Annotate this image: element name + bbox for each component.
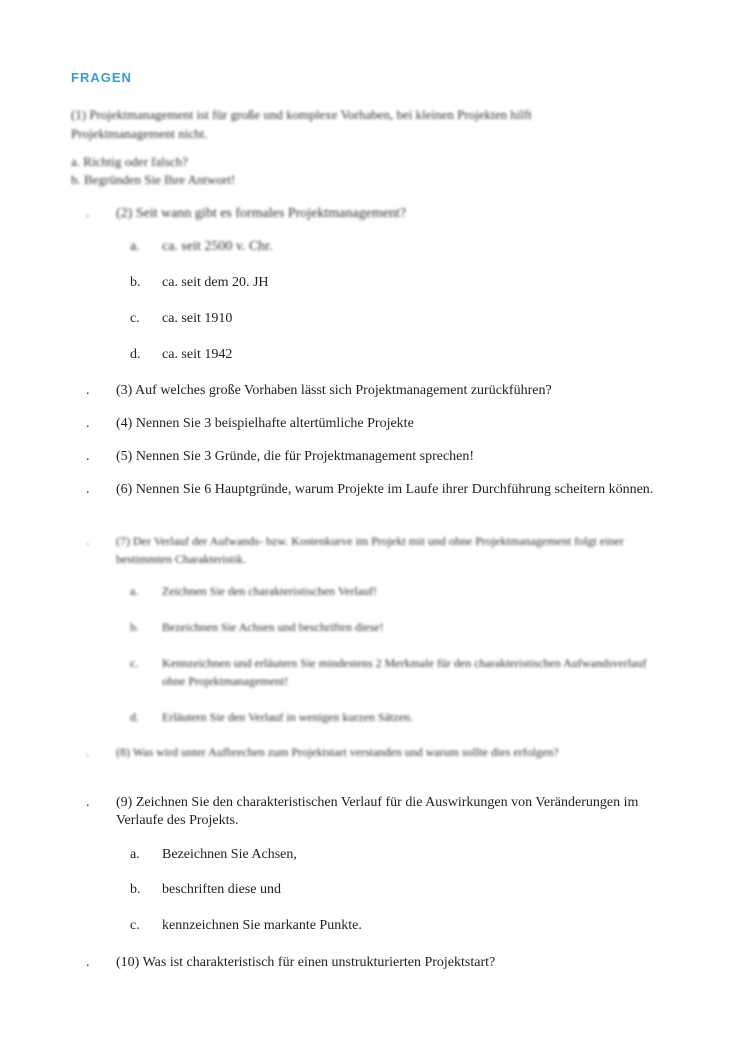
section-heading: FRAGEN: [71, 70, 132, 85]
bullet: .: [86, 416, 90, 431]
bullet: .: [86, 482, 90, 497]
question-1-subitems: [71, 153, 235, 189]
option-letter: a.: [130, 239, 140, 254]
bullet: .: [86, 449, 90, 464]
question-1-item-b: b. Begründen Sie Ihre Antwort!: [71, 172, 236, 187]
option-text: Bezeichnen Sie Achsen und beschriften diese!: [162, 620, 384, 634]
option-letter: c.: [130, 918, 140, 933]
option-text: ca. seit 1910: [162, 311, 233, 326]
option-text: Zeichnen Sie den charakteristischen Verlauf!: [162, 584, 378, 598]
option-letter: c.: [130, 656, 139, 670]
bullet: .: [86, 795, 90, 810]
question-5-text: (5) Nennen Sie 3 Gründe, die für Projektmanagement sprechen!: [116, 449, 475, 464]
option-letter: a.: [130, 847, 140, 862]
bullet: .: [86, 383, 90, 398]
question-9-text: (9) Zeichnen Sie den charakteristischen Verlauf für die Auswirkungen von Veränderungen im Verlaufe des Projekts.: [116, 795, 639, 828]
option-text: ca. seit 2500 v. Chr.: [162, 239, 273, 254]
question-1-text: (1) Projektmanagement ist für große und komplexe Vorhaben, bei kleinen Projekten hilft Projektmanagement nicht.: [71, 107, 532, 141]
question-8-text: (8) Was wird unter Aufbrechen zum Projektstart verstanden und warum sollte dies erfolgen?: [116, 745, 559, 759]
option-letter: b.: [130, 882, 141, 897]
bullet: .: [86, 534, 89, 548]
option-letter: d.: [130, 710, 139, 724]
option-text: beschriften diese und: [162, 882, 281, 897]
option-letter: b.: [130, 275, 141, 290]
question-4-text: (4) Nennen Sie 3 beispielhafte altertümliche Projekte: [116, 416, 414, 431]
option-text: Kennzeichnen und erläutern Sie mindestens 2 Merkmale für den charakteristischen Aufwandsverlauf ohne Projektmanagement!: [162, 656, 647, 688]
question-1-item-a: a. Richtig oder falsch?: [71, 154, 188, 169]
option-text: Erläutern Sie den Verlauf in wenigen kurzen Sätzen.: [162, 710, 414, 724]
option-text: Bezeichnen Sie Achsen,: [162, 847, 297, 862]
bullet: .: [86, 955, 90, 970]
question-3-text: (3) Auf welches große Vorhaben lässt sich Projektmanagement zurückführen?: [116, 383, 552, 398]
option-text: ca. seit 1942: [162, 347, 233, 362]
bullet: .: [86, 745, 89, 759]
question-2-text: (2) Seit wann gibt es formales Projektmanagement?: [116, 206, 407, 221]
bullet: .: [86, 206, 90, 221]
option-letter: b.: [130, 620, 139, 634]
question-7-text: (7) Der Verlauf der Aufwands- bzw. Kostenkurve im Projekt mit und ohne Projektmanagement folgt einer bestimmten Charakteristik.: [116, 534, 624, 566]
option-letter: d.: [130, 347, 141, 362]
question-6-text: (6) Nennen Sie 6 Hauptgründe, warum Projekte im Laufe ihrer Durchführung scheitern können.: [116, 482, 654, 497]
option-text: kennzeichnen Sie markante Punkte.: [162, 918, 362, 933]
option-letter: c.: [130, 311, 140, 326]
option-letter: a.: [130, 584, 139, 598]
question-10-text: (10) Was ist charakteristisch für einen unstrukturierten Projektstart?: [116, 955, 496, 970]
option-text: ca. seit dem 20. JH: [162, 275, 269, 290]
